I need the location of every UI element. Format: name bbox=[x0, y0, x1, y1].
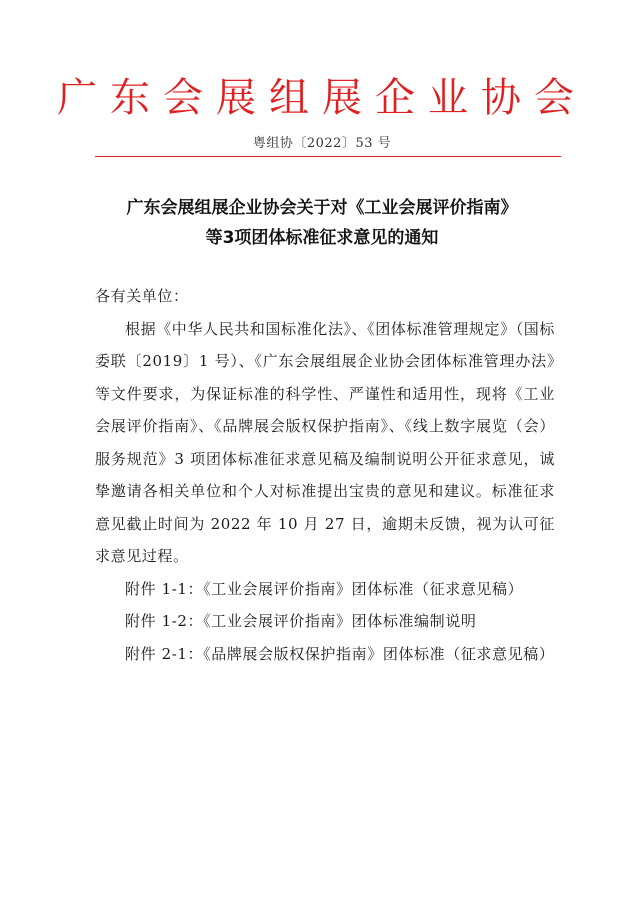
main-paragraph: 根据《中华人民共和国标准化法》、《团体标准管理规定》（国标委联〔2019〕1 号）、《广东会展组展企业协会团体标准管理办法》等文件要求，为保证标准的科学性、严谨性和适用性，现将《工业会展评价指南》、《品牌展会版权保护指南》、《线上数字展览（会）服务规范》3 项团体标准征求意见稿及编制说明公开征求意见，诚挚邀请各相关单位和个人对标准提出宝贵的意见和建议。标准征求意见截止时间为 2022 年 10 月 27 日，逾期未反馈，视为认可征求意见过程。 bbox=[95, 319, 555, 565]
attachment-item: 附件 1-2：《工业会展评价指南》团体标准编制说明 bbox=[125, 612, 477, 630]
notice-title-line-1: 广东会展组展企业协会关于对《工业会展评价指南》 bbox=[126, 198, 518, 218]
red-divider bbox=[95, 156, 561, 157]
notice-title bbox=[60, 193, 584, 253]
attachment-item: 附件 1-1：《工业会展评价指南》团体标准（征求意见稿） bbox=[125, 579, 524, 598]
document-number: 粤组协〔2022〕53 号 bbox=[252, 136, 392, 151]
attachment-item: 附件 2-1：《品牌展会版权保护指南》团体标准（征求意见稿） bbox=[125, 644, 555, 663]
organization-name: 广东会展组展企业协会 bbox=[57, 75, 587, 121]
notice-body bbox=[95, 280, 555, 670]
notice-title-line-2: 等3项团体标准征求意见的通知 bbox=[205, 228, 439, 248]
salutation: 各有关单位： bbox=[95, 287, 189, 305]
